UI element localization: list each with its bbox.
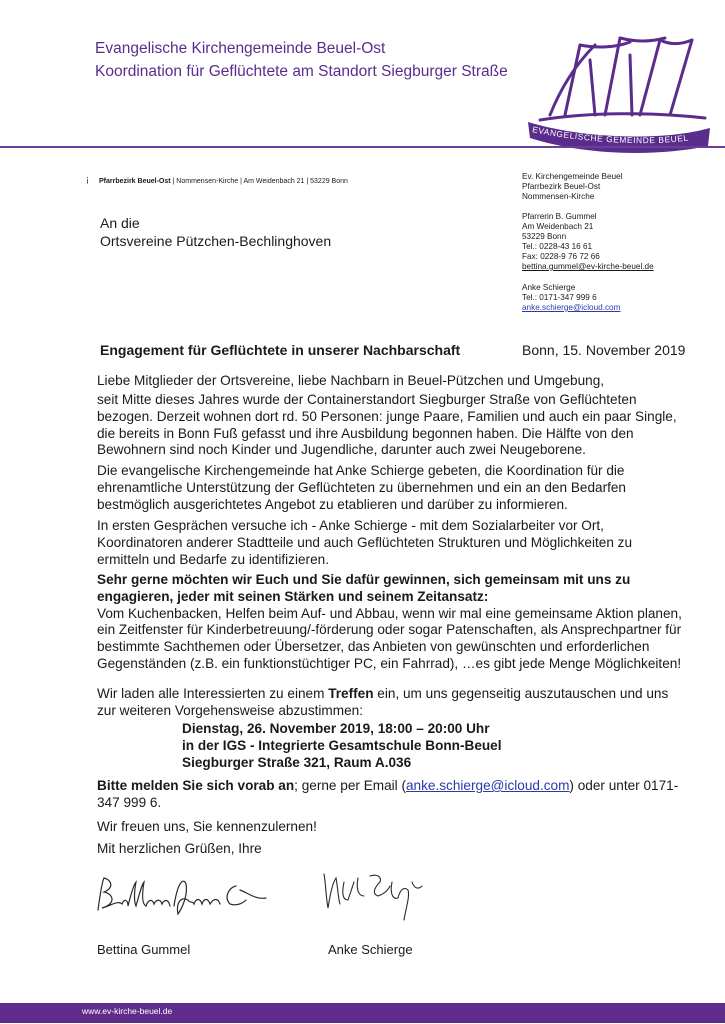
greeting: Liebe Mitglieder der Ortsvereine, liebe Nachbarn in Beuel-Pützchen und Umgebung, bbox=[97, 373, 605, 388]
paragraph-5: Wir laden alle Interessierten zu einem Treffen ein, um uns gegenseitig auszutauschen und uns zur weiteren Vorgehensweise abzustimmen: bbox=[97, 686, 669, 718]
recipient-line-2: Ortsvereine Pützchen-Bechlinghoven bbox=[100, 233, 332, 249]
signature-bettina-gummel bbox=[90, 870, 270, 920]
contact-coordinator-phone: Tel.: 0171-347 999 6 bbox=[522, 293, 597, 302]
signatory-name-2: Anke Schierge bbox=[328, 942, 413, 957]
closing: Mit herzlichen Grüßen, Ihre bbox=[97, 841, 262, 856]
header-divider bbox=[0, 146, 725, 148]
contact-coordinator: Anke Schierge bbox=[522, 283, 576, 292]
signature-anke-schierge bbox=[318, 868, 428, 926]
contact-pastor: Pfarrerin B. Gummel bbox=[522, 212, 597, 221]
event-venue: in der IGS - Integrierte Gesamtschule Bonn-Beuel bbox=[182, 737, 502, 753]
paragraph-6: Bitte melden Sie sich vorab an; gerne per Email (anke.schierge@icloud.com) oder unter 0171-347 999 6. bbox=[97, 778, 679, 810]
organization-subtitle: Koordination für Geflüchtete am Standort Siegburger Straße bbox=[95, 63, 508, 80]
recipient-line-1: An die bbox=[100, 215, 140, 231]
sender-address-line: Pfarrbezirk Beuel-Ost | Nommensen-Kirche | Am Weidenbach 21 | 53229 Bonn bbox=[99, 178, 348, 185]
letter-subject: Engagement für Geflüchtete in unserer Nachbarschaft bbox=[100, 342, 461, 358]
organization-name: Evangelische Kirchengemeinde Beuel-Ost bbox=[95, 40, 386, 57]
contact-street: Am Weidenbach 21 bbox=[522, 222, 594, 231]
paragraph-3: In ersten Gesprächen versuche ich - Anke Schierge - mit dem Sozialarbeiter vor Ort, Koordinatoren anderer Stadtteile und auch Geflüchteten Strukturen und Möglichkeiten zu ermitteln und Bedarfe zu identifizieren. bbox=[97, 518, 633, 567]
contact-church: Nommensen-Kirche bbox=[522, 192, 595, 201]
paragraph-1: seit Mitte dieses Jahres wurde der Containerstandort Siegburger Straße von Geflüchteten bezogen. Derzeit wohnen dort rd. 50 Personen: junge Paare, Familien und auch ein paar Single, die bereits in Bonn Fuß gefasst und ihre Ausbildung begonnen haben. Die Hälfte von den Bewohnern sind noch Kinder und Jugendliche, darunter auch zwei Neugeborene. bbox=[97, 392, 677, 458]
contact-district: Pfarrbezirk Beuel-Ost bbox=[522, 182, 601, 191]
paragraph-7: Wir freuen uns, Sie kennenzulernen! bbox=[97, 819, 317, 834]
fold-mark: ¡ bbox=[86, 174, 89, 184]
contact-city: 53229 Bonn bbox=[522, 232, 567, 241]
paragraph-4: Sehr gerne möchten wir Euch und Sie dafür gewinnen, sich gemeinsam mit uns zu engagieren, jeder mit seinen Stärken und seinem Zeitansatz: Vom Kuchenbacken, Helfen beim Auf- und Abbau, wenn wir mal eine gemeinsame Aktion planen, ein Zeitfenster für Kinderbetreuung/-förderung oder sogar Patenschaften, als Ansprechpartner für bestimmte Sachthemen oder Übersetzer, das Anbieten von gewünschten und erforderlichen Gegenständen (z.B. ein funktionstüchtiger PC, ein Fahrrad), …es gibt jede Menge Möglichkeiten! bbox=[97, 572, 682, 671]
contact-fax: Fax: 0228-9 76 72 66 bbox=[522, 252, 600, 261]
letter-date: Bonn, 15. November 2019 bbox=[522, 342, 686, 358]
paragraph-2: Die evangelische Kirchengemeinde hat Anke Schierge gebeten, die Koordination für die ehrenamtliche Unterstützung der Geflüchteten zu übernehmen und ein an den Bedarfen bestmöglich ausgerichtetes Angebot zu etablieren und darüber zu informieren. bbox=[97, 463, 626, 512]
footer-website-link[interactable]: www.ev-kirche-beuel.de bbox=[82, 1006, 173, 1016]
contact-org: Ev. Kirchengemeinde Beuel bbox=[522, 172, 623, 181]
registration-email-link[interactable]: anke.schierge@icloud.com bbox=[406, 778, 570, 793]
contact-email-link[interactable]: bettina.gummel@ev-kirche-beuel.de bbox=[522, 262, 654, 271]
event-date-time: Dienstag, 26. November 2019, 18:00 – 20:00 Uhr bbox=[182, 721, 490, 736]
contact-phone: Tel.: 0228-43 16 61 bbox=[522, 242, 593, 251]
church-logo bbox=[520, 20, 720, 160]
signatory-name-1: Bettina Gummel bbox=[97, 942, 191, 957]
event-details bbox=[182, 721, 502, 771]
logo-text: EVANGELISCHE GEMEINDE BEUEL bbox=[531, 124, 690, 146]
event-address: Siegburger Straße 321, Raum A.036 bbox=[182, 754, 412, 770]
contact-coordinator-email-link[interactable]: anke.schierge@icloud.com bbox=[522, 303, 621, 312]
